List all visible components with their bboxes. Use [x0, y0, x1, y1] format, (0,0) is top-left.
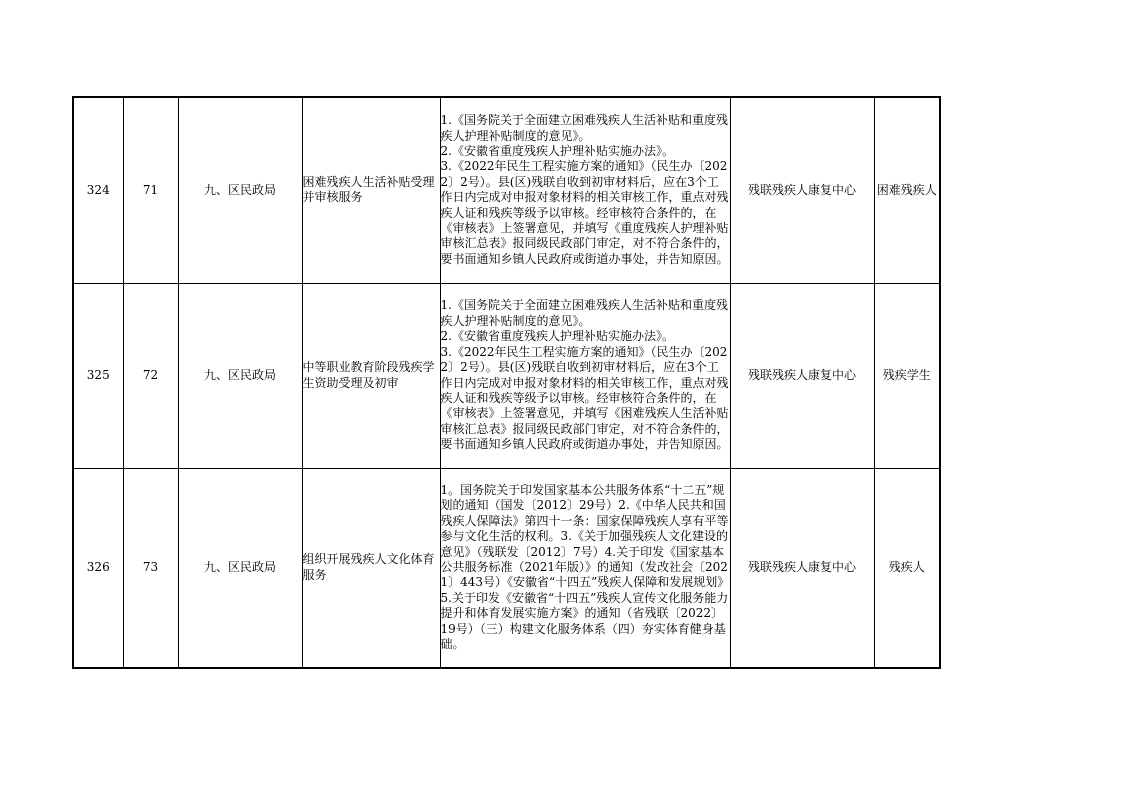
department-cell: 九、区民政局 [178, 97, 302, 283]
table-row [73, 97, 940, 283]
seq-cell: 326 [73, 468, 123, 668]
basis-text: 1.《国务院关于全面建立困难残疾人生活补贴和重度残疾人护理补贴制度的意见》。 2.《安徽省重度残疾人护理补贴实施办法》。 3.《2022年民生工程实施方案的通知》（民生办〔2022〕2号）。县(区)残联自收到初审材料后，应在3个工作日内完成对申报对象材料的相关审核工作，重点对残疾人证和残疾等级予以审核。经审核符合条件的，在《审核表》上签署意见，并填写《困难残疾人生活补贴审核汇总表》报同级民政部门审定，对不符合条件的，要书面通知乡镇人民政府或街道办事处，并告知原因。 [440, 298, 729, 452]
table-row [73, 468, 940, 668]
seq-cell: 324 [73, 97, 123, 283]
basis-text: 1。国务院关于印发国家基本公共服务体系“十二五”规划的通知（国发〔2012〕29号）2.《中华人民共和国残疾人保障法》第四十一条：国家保障残疾人享有平等参与文化生活的权利。3.《关于加强残疾人文化建设的意见》（残联发〔2012〕7号）4.关于印发《国家基本公共服务标准（2021年版）》的通知（发改社会〔2021〕443号）《安徽省“十四五”残疾人保障和发展规划》5.关于印发《安徽省“十四五”残疾人宣传文化服务能力提升和体育发展实施方案》的通知（省残联〔2022〕19号）（三）构建文化服务体系（四）夯实体育健身基础。 [440, 483, 730, 652]
target-cell: 残疾学生 [874, 283, 940, 468]
sub-seq-cell: 71 [123, 97, 178, 283]
org-cell: 残联残疾人康复中心 [730, 283, 874, 468]
target-cell: 残疾人 [874, 468, 940, 668]
basis-cell [440, 468, 730, 668]
seq-cell: 325 [73, 283, 123, 468]
basis-text: 1.《国务院关于全面建立困难残疾人生活补贴和重度残疾人护理补贴制度的意见》。 2.《安徽省重度残疾人护理补贴实施办法》。 3.《2022年民生工程实施方案的通知》（民生办〔2022〕2号）。县(区)残联自收到初审材料后，应在3个工作日内完成对申报对象材料的相关审核工作，重点对残疾人证和残疾等级予以审核。经审核符合条件的，在《审核表》上签署意见，并填写《重度残疾人护理补贴审核汇总表》报同级民政部门审定，对不符合条件的，要书面通知乡镇人民政府或街道办事处，并告知原因。 [440, 113, 729, 266]
item-cell: 组织开展残疾人文化体育服务 [302, 468, 440, 668]
department-cell: 九、区民政局 [178, 283, 302, 468]
item-cell: 中等职业教育阶段残疾学生资助受理及初审 [302, 283, 440, 468]
basis-cell [440, 283, 730, 468]
sub-seq-cell: 73 [123, 468, 178, 668]
org-cell: 残联残疾人康复中心 [730, 97, 874, 283]
department-cell: 九、区民政局 [178, 468, 302, 668]
basis-cell [440, 97, 730, 283]
table-row [73, 283, 940, 468]
item-cell: 困难残疾人生活补贴受理并审核服务 [302, 97, 440, 283]
sub-seq-cell: 72 [123, 283, 178, 468]
org-cell: 残联残疾人康复中心 [730, 468, 874, 668]
target-cell: 困难残疾人 [874, 97, 940, 283]
service-table [72, 96, 941, 669]
